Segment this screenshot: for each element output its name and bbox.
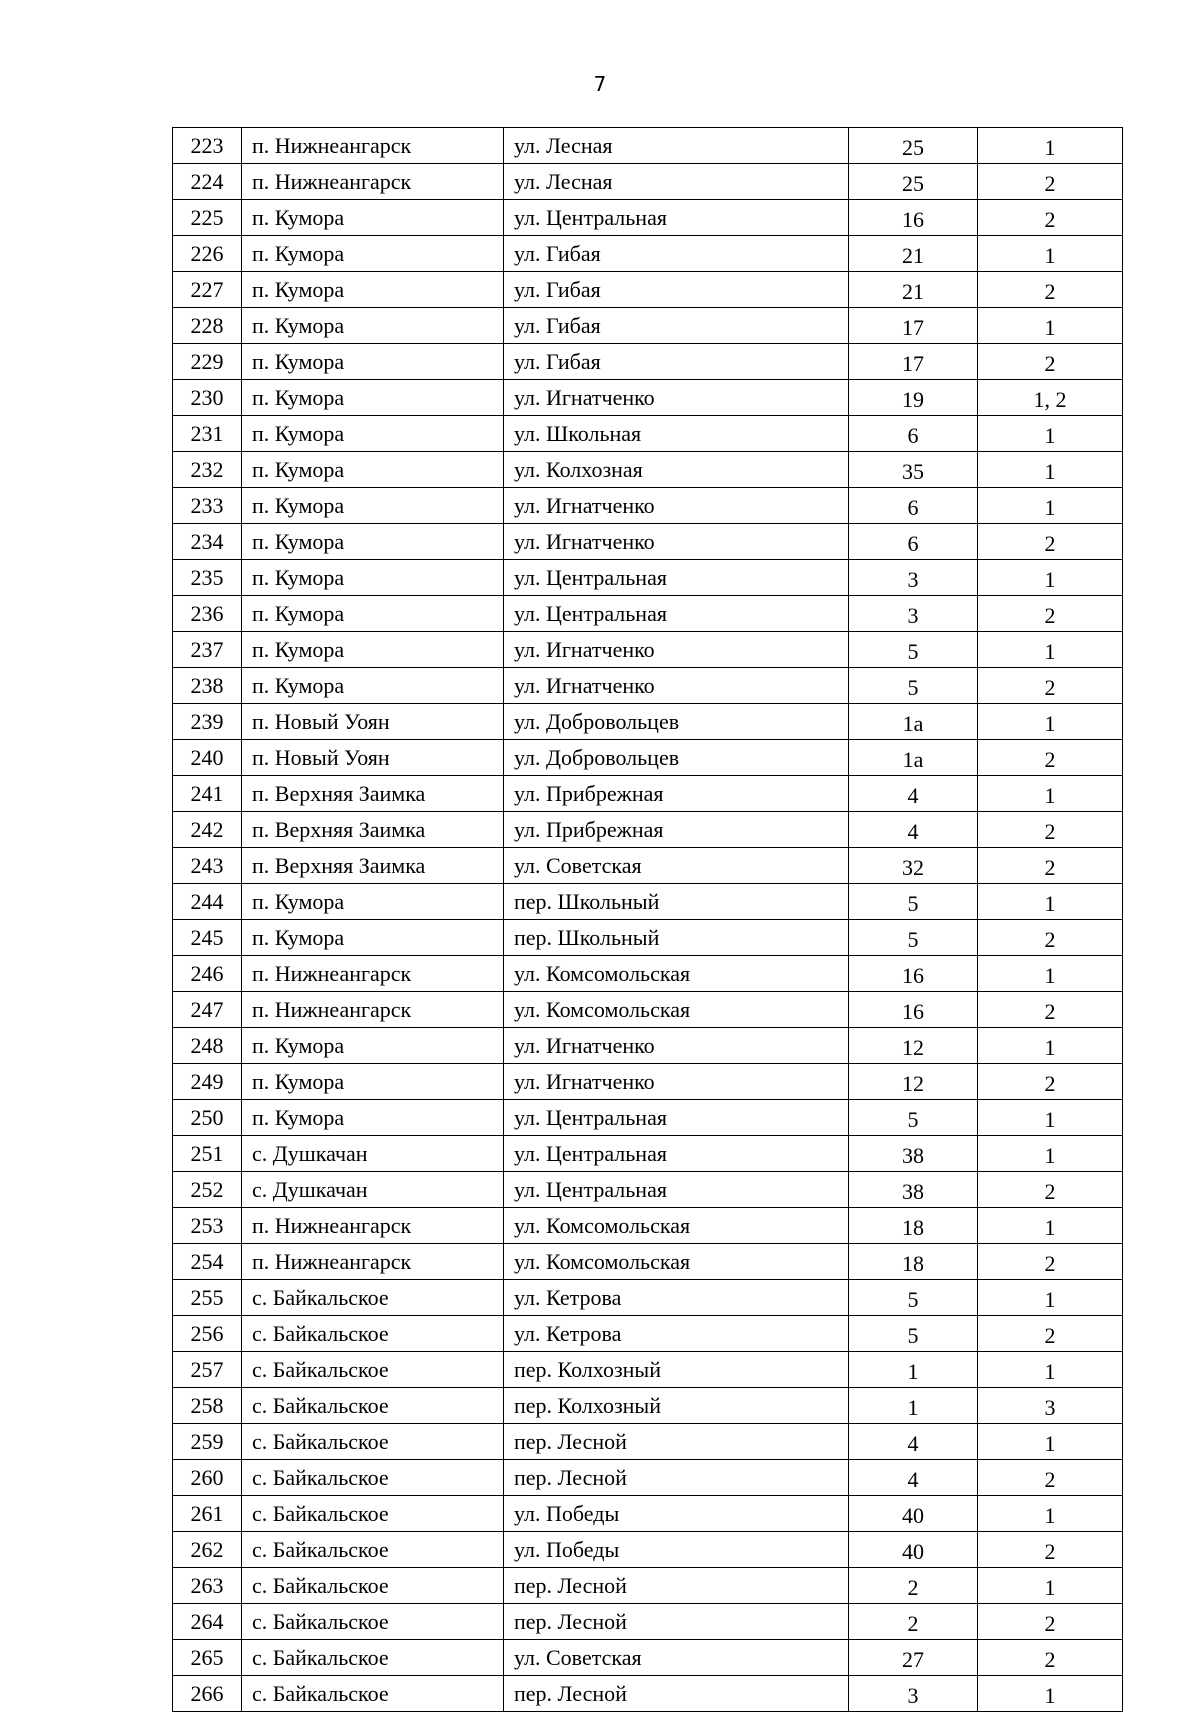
settlement-cell: п. Нижнеангарск bbox=[242, 1244, 504, 1280]
settlement-cell: п. Нижнеангарск bbox=[242, 128, 504, 164]
street-cell: ул. Центральная bbox=[504, 596, 849, 632]
street-cell: ул. Победы bbox=[504, 1496, 849, 1532]
table-row bbox=[173, 488, 1123, 524]
street-cell: ул. Кетрова bbox=[504, 1316, 849, 1352]
settlement-cell: п. Кумора bbox=[242, 308, 504, 344]
settlement-cell: с. Байкальское bbox=[242, 1568, 504, 1604]
settlement-cell: с. Душкачан bbox=[242, 1172, 504, 1208]
house-number-cell: 2 bbox=[849, 1604, 978, 1640]
table-row bbox=[173, 1280, 1123, 1316]
street-cell: пер. Школьный bbox=[504, 884, 849, 920]
table-row bbox=[173, 1172, 1123, 1208]
house-number-cell: 16 bbox=[849, 200, 978, 236]
table-row bbox=[173, 956, 1123, 992]
street-cell: ул. Лесная bbox=[504, 164, 849, 200]
house-number-cell: 21 bbox=[849, 272, 978, 308]
apartment-cell: 1 bbox=[978, 1424, 1123, 1460]
apartment-cell: 2 bbox=[978, 848, 1123, 884]
apartment-cell: 1 bbox=[978, 884, 1123, 920]
row-number-cell: 230 bbox=[173, 380, 242, 416]
house-number-cell: 17 bbox=[849, 344, 978, 380]
table-row bbox=[173, 236, 1123, 272]
settlement-cell: п. Нижнеангарск bbox=[242, 956, 504, 992]
table-row bbox=[173, 1568, 1123, 1604]
apartment-cell: 2 bbox=[978, 1064, 1123, 1100]
street-cell: пер. Колхозный bbox=[504, 1352, 849, 1388]
table-row bbox=[173, 1028, 1123, 1064]
settlement-cell: п. Верхняя Заимка bbox=[242, 848, 504, 884]
row-number-cell: 249 bbox=[173, 1064, 242, 1100]
table-row bbox=[173, 416, 1123, 452]
house-number-cell: 4 bbox=[849, 1460, 978, 1496]
house-number-cell: 17 bbox=[849, 308, 978, 344]
row-number-cell: 244 bbox=[173, 884, 242, 920]
table-row bbox=[173, 704, 1123, 740]
street-cell: ул. Колхозная bbox=[504, 452, 849, 488]
street-cell: пер. Лесной bbox=[504, 1568, 849, 1604]
row-number-cell: 231 bbox=[173, 416, 242, 452]
table-row bbox=[173, 560, 1123, 596]
house-number-cell: 4 bbox=[849, 776, 978, 812]
settlement-cell: п. Кумора bbox=[242, 416, 504, 452]
apartment-cell: 2 bbox=[978, 992, 1123, 1028]
apartment-cell: 1 bbox=[978, 632, 1123, 668]
settlement-cell: п. Верхняя Заимка bbox=[242, 812, 504, 848]
house-number-cell: 35 bbox=[849, 452, 978, 488]
house-number-cell: 27 bbox=[849, 1640, 978, 1676]
settlement-cell: п. Кумора bbox=[242, 380, 504, 416]
house-number-cell: 5 bbox=[849, 632, 978, 668]
row-number-cell: 237 bbox=[173, 632, 242, 668]
table-row bbox=[173, 1604, 1123, 1640]
apartment-cell: 1 bbox=[978, 1352, 1123, 1388]
street-cell: ул. Игнатченко bbox=[504, 632, 849, 668]
row-number-cell: 228 bbox=[173, 308, 242, 344]
apartment-cell: 2 bbox=[978, 920, 1123, 956]
house-number-cell: 21 bbox=[849, 236, 978, 272]
row-number-cell: 241 bbox=[173, 776, 242, 812]
row-number-cell: 260 bbox=[173, 1460, 242, 1496]
table-row bbox=[173, 452, 1123, 488]
apartment-cell: 1 bbox=[978, 956, 1123, 992]
row-number-cell: 240 bbox=[173, 740, 242, 776]
table-row bbox=[173, 848, 1123, 884]
street-cell: ул. Кетрова bbox=[504, 1280, 849, 1316]
row-number-cell: 251 bbox=[173, 1136, 242, 1172]
street-cell: ул. Прибрежная bbox=[504, 812, 849, 848]
house-number-cell: 25 bbox=[849, 164, 978, 200]
street-cell: ул. Гибая bbox=[504, 272, 849, 308]
row-number-cell: 233 bbox=[173, 488, 242, 524]
house-number-cell: 25 bbox=[849, 128, 978, 164]
street-cell: ул. Игнатченко bbox=[504, 1028, 849, 1064]
apartment-cell: 1 bbox=[978, 1676, 1123, 1712]
settlement-cell: с. Байкальское bbox=[242, 1352, 504, 1388]
apartment-cell: 1, 2 bbox=[978, 380, 1123, 416]
street-cell: пер. Колхозный bbox=[504, 1388, 849, 1424]
house-number-cell: 5 bbox=[849, 1280, 978, 1316]
apartment-cell: 1 bbox=[978, 488, 1123, 524]
table-row bbox=[173, 1532, 1123, 1568]
settlement-cell: п. Кумора bbox=[242, 920, 504, 956]
row-number-cell: 242 bbox=[173, 812, 242, 848]
street-cell: ул. Школьная bbox=[504, 416, 849, 452]
house-number-cell: 6 bbox=[849, 416, 978, 452]
settlement-cell: с. Байкальское bbox=[242, 1460, 504, 1496]
street-cell: ул. Советская bbox=[504, 1640, 849, 1676]
house-number-cell: 3 bbox=[849, 1676, 978, 1712]
settlement-cell: п. Кумора bbox=[242, 560, 504, 596]
street-cell: ул. Советская bbox=[504, 848, 849, 884]
street-cell: ул. Добровольцев bbox=[504, 704, 849, 740]
apartment-cell: 1 bbox=[978, 128, 1123, 164]
row-number-cell: 243 bbox=[173, 848, 242, 884]
street-cell: пер. Школьный bbox=[504, 920, 849, 956]
street-cell: ул. Центральная bbox=[504, 200, 849, 236]
street-cell: ул. Лесная bbox=[504, 128, 849, 164]
house-number-cell: 38 bbox=[849, 1172, 978, 1208]
settlement-cell: п. Кумора bbox=[242, 200, 504, 236]
row-number-cell: 263 bbox=[173, 1568, 242, 1604]
street-cell: ул. Игнатченко bbox=[504, 524, 849, 560]
settlement-cell: п. Кумора bbox=[242, 452, 504, 488]
street-cell: ул. Игнатченко bbox=[504, 668, 849, 704]
row-number-cell: 226 bbox=[173, 236, 242, 272]
settlement-cell: п. Кумора bbox=[242, 596, 504, 632]
house-number-cell: 38 bbox=[849, 1136, 978, 1172]
table-row bbox=[173, 1424, 1123, 1460]
row-number-cell: 258 bbox=[173, 1388, 242, 1424]
street-cell: ул. Игнатченко bbox=[504, 380, 849, 416]
row-number-cell: 259 bbox=[173, 1424, 242, 1460]
apartment-cell: 1 bbox=[978, 1496, 1123, 1532]
house-number-cell: 5 bbox=[849, 668, 978, 704]
table-row bbox=[173, 164, 1123, 200]
settlement-cell: п. Кумора bbox=[242, 1028, 504, 1064]
table-row bbox=[173, 1208, 1123, 1244]
settlement-cell: п. Кумора bbox=[242, 632, 504, 668]
house-number-cell: 16 bbox=[849, 956, 978, 992]
table-row bbox=[173, 992, 1123, 1028]
row-number-cell: 261 bbox=[173, 1496, 242, 1532]
house-number-cell: 3 bbox=[849, 560, 978, 596]
house-number-cell: 19 bbox=[849, 380, 978, 416]
street-cell: ул. Комсомольская bbox=[504, 992, 849, 1028]
house-number-cell: 1а bbox=[849, 740, 978, 776]
apartment-cell: 2 bbox=[978, 1460, 1123, 1496]
table-row bbox=[173, 1352, 1123, 1388]
house-number-cell: 18 bbox=[849, 1208, 978, 1244]
street-cell: ул. Гибая bbox=[504, 236, 849, 272]
settlement-cell: п. Кумора bbox=[242, 344, 504, 380]
table-row bbox=[173, 1496, 1123, 1532]
house-number-cell: 5 bbox=[849, 1100, 978, 1136]
table-row bbox=[173, 1244, 1123, 1280]
apartment-cell: 2 bbox=[978, 344, 1123, 380]
house-number-cell: 6 bbox=[849, 488, 978, 524]
street-cell: ул. Центральная bbox=[504, 1172, 849, 1208]
row-number-cell: 265 bbox=[173, 1640, 242, 1676]
table-row bbox=[173, 596, 1123, 632]
row-number-cell: 266 bbox=[173, 1676, 242, 1712]
row-number-cell: 246 bbox=[173, 956, 242, 992]
settlement-cell: с. Байкальское bbox=[242, 1388, 504, 1424]
house-number-cell: 2 bbox=[849, 1568, 978, 1604]
house-number-cell: 5 bbox=[849, 884, 978, 920]
page-number: 7 bbox=[593, 72, 607, 96]
row-number-cell: 245 bbox=[173, 920, 242, 956]
settlement-cell: с. Байкальское bbox=[242, 1280, 504, 1316]
apartment-cell: 2 bbox=[978, 524, 1123, 560]
table-row bbox=[173, 380, 1123, 416]
row-number-cell: 227 bbox=[173, 272, 242, 308]
street-cell: пер. Лесной bbox=[504, 1676, 849, 1712]
settlement-cell: п. Кумора bbox=[242, 272, 504, 308]
table-row bbox=[173, 668, 1123, 704]
apartment-cell: 2 bbox=[978, 1244, 1123, 1280]
settlement-cell: с. Байкальское bbox=[242, 1532, 504, 1568]
settlement-cell: п. Кумора bbox=[242, 1064, 504, 1100]
settlement-cell: п. Нижнеангарск bbox=[242, 164, 504, 200]
street-cell: ул. Гибая bbox=[504, 344, 849, 380]
table-row bbox=[173, 812, 1123, 848]
table-row bbox=[173, 1316, 1123, 1352]
apartment-cell: 2 bbox=[978, 812, 1123, 848]
settlement-cell: с. Байкальское bbox=[242, 1676, 504, 1712]
settlement-cell: с. Байкальское bbox=[242, 1316, 504, 1352]
house-number-cell: 1а bbox=[849, 704, 978, 740]
settlement-cell: п. Кумора bbox=[242, 488, 504, 524]
row-number-cell: 262 bbox=[173, 1532, 242, 1568]
street-cell: ул. Центральная bbox=[504, 1100, 849, 1136]
settlement-cell: с. Душкачан bbox=[242, 1136, 504, 1172]
table-row bbox=[173, 1388, 1123, 1424]
table-row bbox=[173, 920, 1123, 956]
apartment-cell: 2 bbox=[978, 740, 1123, 776]
apartment-cell: 1 bbox=[978, 236, 1123, 272]
row-number-cell: 248 bbox=[173, 1028, 242, 1064]
table-row bbox=[173, 740, 1123, 776]
house-number-cell: 12 bbox=[849, 1028, 978, 1064]
apartment-cell: 1 bbox=[978, 308, 1123, 344]
settlement-cell: п. Кумора bbox=[242, 236, 504, 272]
apartment-cell: 2 bbox=[978, 596, 1123, 632]
house-number-cell: 5 bbox=[849, 1316, 978, 1352]
apartment-cell: 1 bbox=[978, 704, 1123, 740]
settlement-cell: п. Нижнеангарск bbox=[242, 1208, 504, 1244]
house-number-cell: 5 bbox=[849, 920, 978, 956]
street-cell: ул. Игнатченко bbox=[504, 1064, 849, 1100]
apartment-cell: 1 bbox=[978, 1280, 1123, 1316]
apartment-cell: 2 bbox=[978, 1640, 1123, 1676]
row-number-cell: 255 bbox=[173, 1280, 242, 1316]
row-number-cell: 257 bbox=[173, 1352, 242, 1388]
row-number-cell: 256 bbox=[173, 1316, 242, 1352]
apartment-cell: 2 bbox=[978, 200, 1123, 236]
street-cell: ул. Игнатченко bbox=[504, 488, 849, 524]
row-number-cell: 234 bbox=[173, 524, 242, 560]
table-row bbox=[173, 1136, 1123, 1172]
street-cell: пер. Лесной bbox=[504, 1460, 849, 1496]
house-number-cell: 32 bbox=[849, 848, 978, 884]
row-number-cell: 235 bbox=[173, 560, 242, 596]
street-cell: ул. Прибрежная bbox=[504, 776, 849, 812]
house-number-cell: 12 bbox=[849, 1064, 978, 1100]
row-number-cell: 224 bbox=[173, 164, 242, 200]
street-cell: ул. Победы bbox=[504, 1532, 849, 1568]
settlement-cell: п. Кумора bbox=[242, 1100, 504, 1136]
settlement-cell: с. Байкальское bbox=[242, 1496, 504, 1532]
table-row bbox=[173, 128, 1123, 164]
house-number-cell: 1 bbox=[849, 1388, 978, 1424]
address-table-body bbox=[173, 128, 1123, 1712]
row-number-cell: 236 bbox=[173, 596, 242, 632]
row-number-cell: 247 bbox=[173, 992, 242, 1028]
table-row bbox=[173, 1640, 1123, 1676]
row-number-cell: 252 bbox=[173, 1172, 242, 1208]
row-number-cell: 238 bbox=[173, 668, 242, 704]
settlement-cell: п. Кумора bbox=[242, 524, 504, 560]
apartment-cell: 2 bbox=[978, 1172, 1123, 1208]
table-row bbox=[173, 200, 1123, 236]
house-number-cell: 40 bbox=[849, 1532, 978, 1568]
house-number-cell: 40 bbox=[849, 1496, 978, 1532]
apartment-cell: 2 bbox=[978, 1604, 1123, 1640]
table-row bbox=[173, 884, 1123, 920]
street-cell: ул. Центральная bbox=[504, 560, 849, 596]
apartment-cell: 1 bbox=[978, 560, 1123, 596]
apartment-cell: 1 bbox=[978, 416, 1123, 452]
row-number-cell: 225 bbox=[173, 200, 242, 236]
apartment-cell: 1 bbox=[978, 776, 1123, 812]
street-cell: пер. Лесной bbox=[504, 1604, 849, 1640]
apartment-cell: 1 bbox=[978, 1028, 1123, 1064]
table-row bbox=[173, 272, 1123, 308]
apartment-cell: 1 bbox=[978, 1136, 1123, 1172]
house-number-cell: 1 bbox=[849, 1352, 978, 1388]
row-number-cell: 223 bbox=[173, 128, 242, 164]
address-table bbox=[172, 127, 1123, 1712]
apartment-cell: 1 bbox=[978, 1100, 1123, 1136]
house-number-cell: 18 bbox=[849, 1244, 978, 1280]
table-row bbox=[173, 1460, 1123, 1496]
street-cell: ул. Гибая bbox=[504, 308, 849, 344]
settlement-cell: с. Байкальское bbox=[242, 1604, 504, 1640]
table-row bbox=[173, 1064, 1123, 1100]
apartment-cell: 2 bbox=[978, 272, 1123, 308]
table-row bbox=[173, 776, 1123, 812]
settlement-cell: с. Байкальское bbox=[242, 1640, 504, 1676]
row-number-cell: 254 bbox=[173, 1244, 242, 1280]
apartment-cell: 2 bbox=[978, 1532, 1123, 1568]
table-row bbox=[173, 524, 1123, 560]
apartment-cell: 2 bbox=[978, 1316, 1123, 1352]
table-row bbox=[173, 344, 1123, 380]
settlement-cell: п. Нижнеангарск bbox=[242, 992, 504, 1028]
table-row bbox=[173, 308, 1123, 344]
house-number-cell: 6 bbox=[849, 524, 978, 560]
row-number-cell: 229 bbox=[173, 344, 242, 380]
house-number-cell: 4 bbox=[849, 1424, 978, 1460]
row-number-cell: 253 bbox=[173, 1208, 242, 1244]
street-cell: ул. Добровольцев bbox=[504, 740, 849, 776]
row-number-cell: 264 bbox=[173, 1604, 242, 1640]
street-cell: ул. Центральная bbox=[504, 1136, 849, 1172]
house-number-cell: 16 bbox=[849, 992, 978, 1028]
table-row bbox=[173, 1100, 1123, 1136]
row-number-cell: 250 bbox=[173, 1100, 242, 1136]
settlement-cell: п. Новый Уоян bbox=[242, 704, 504, 740]
settlement-cell: п. Новый Уоян bbox=[242, 740, 504, 776]
street-cell: ул. Комсомольская bbox=[504, 1244, 849, 1280]
apartment-cell: 2 bbox=[978, 164, 1123, 200]
table-row bbox=[173, 632, 1123, 668]
house-number-cell: 4 bbox=[849, 812, 978, 848]
settlement-cell: п. Кумора bbox=[242, 668, 504, 704]
apartment-cell: 1 bbox=[978, 1208, 1123, 1244]
street-cell: ул. Комсомольская bbox=[504, 1208, 849, 1244]
row-number-cell: 239 bbox=[173, 704, 242, 740]
row-number-cell: 232 bbox=[173, 452, 242, 488]
street-cell: пер. Лесной bbox=[504, 1424, 849, 1460]
table-row bbox=[173, 1676, 1123, 1712]
apartment-cell: 2 bbox=[978, 668, 1123, 704]
street-cell: ул. Комсомольская bbox=[504, 956, 849, 992]
settlement-cell: п. Кумора bbox=[242, 884, 504, 920]
apartment-cell: 1 bbox=[978, 1568, 1123, 1604]
settlement-cell: п. Верхняя Заимка bbox=[242, 776, 504, 812]
apartment-cell: 1 bbox=[978, 452, 1123, 488]
settlement-cell: с. Байкальское bbox=[242, 1424, 504, 1460]
house-number-cell: 3 bbox=[849, 596, 978, 632]
apartment-cell: 3 bbox=[978, 1388, 1123, 1424]
